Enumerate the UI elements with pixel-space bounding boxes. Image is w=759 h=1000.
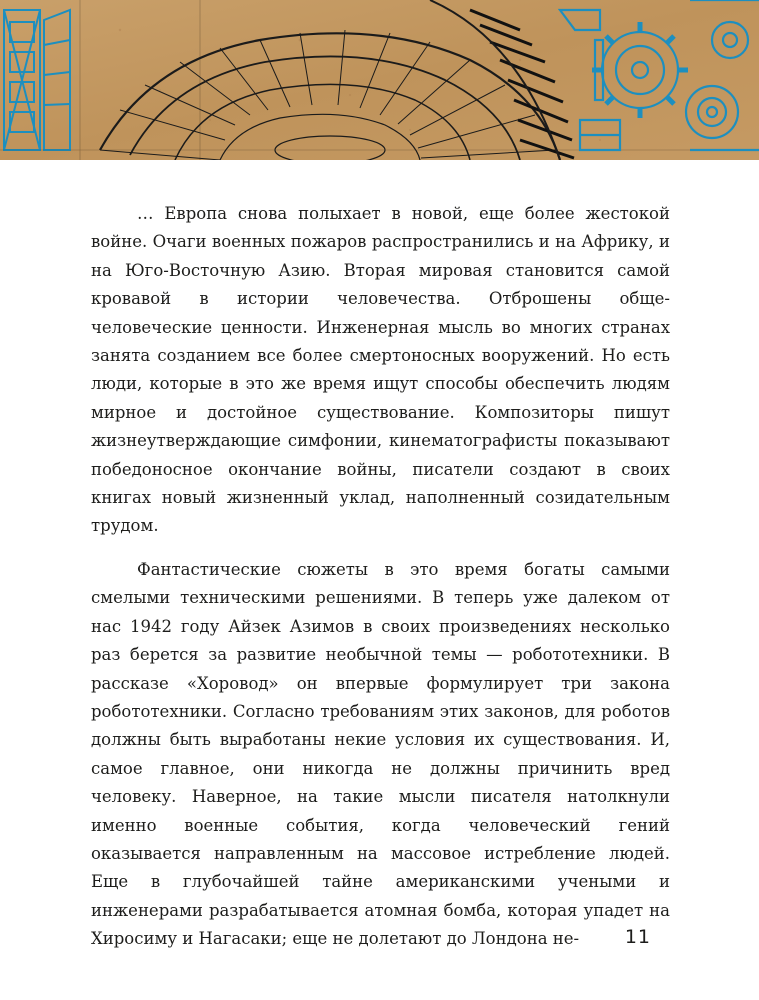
header-illustration: [0, 0, 759, 160]
body-text: [91, 200, 670, 954]
paper-background: [0, 0, 759, 160]
page-number: 11: [624, 926, 651, 948]
paragraph-1: … Европа снова полыхает в новой, еще более жестокой войне. Очаги военных пожаров распространились и на Африку, и на Юго-Восточную Азию. Вторая мировая становится самой кровавой в истории человечества. Отброшены общечеловеческие ценности. Инженерная мысль во многих странах занята созданием все более смертоносных вооружений. Но есть люди, которые в это же время ищут способы обеспечить людям мирное и достойное существование. Композиторы пишут жизнеутверждающие симфонии, кинематографисты показывают победоносное окончание войны, писатели создают в своих книгах новый жизненный уклад, наполненный созидательным трудом.: [91, 204, 670, 536]
paragraph-2: Фантастические сюжеты в это время богаты самыми смелыми техническими решениями. В теперь уже далеком от нас 1942 году Айзек Азимов в своих произведениях несколько раз берется за развитие необычной темы — робототехники. В рассказе «Хоровод» он впервые формулирует три закона робототехники. Согласно требованиям этих законов, для роботов должны быть выработаны некие условия их существования. И, самое главное, они никогда не должны причинить вред человеку. Наверное, на такие мысли писателя натолкнули именно военные события, когда человеческий гений оказывается направленным на массовое истребление людей. Еще в глубочайшей тайне американскими учеными и инженерами разрабатывается атомная бомба, которая упадет на Хиросиму и Нагасаки; еще не долетают до Лондона не-: [91, 559, 670, 949]
